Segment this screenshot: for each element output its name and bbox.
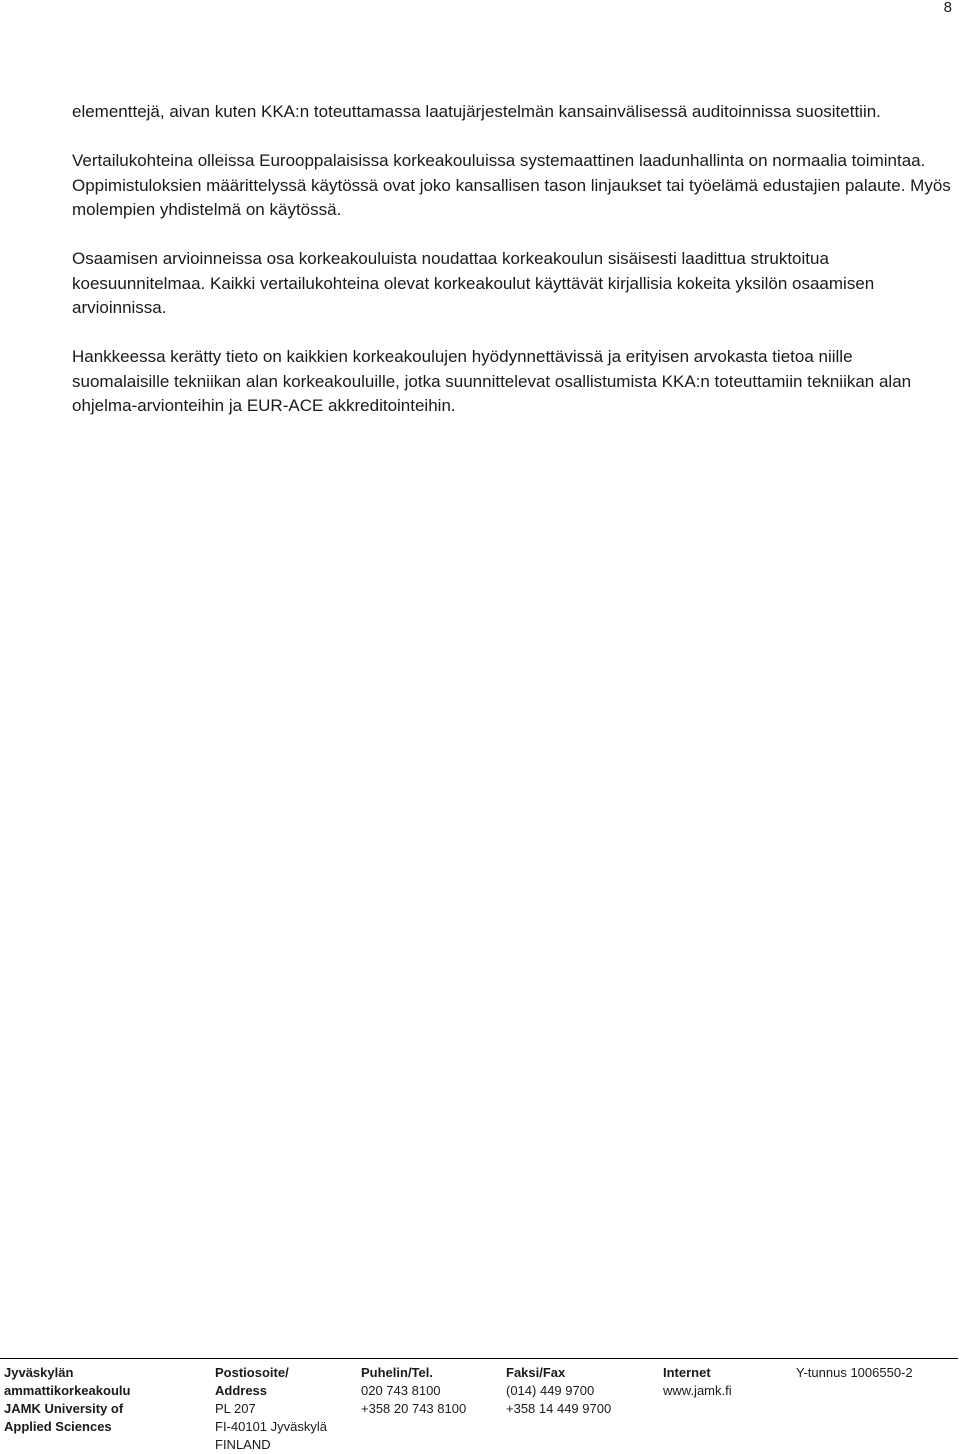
internet-heading: Internet [663, 1365, 711, 1380]
footer-postal-address [215, 1364, 327, 1454]
footer-divider [0, 1358, 958, 1359]
phone-number: +358 20 743 8100 [361, 1401, 467, 1416]
footer-institution [4, 1364, 130, 1436]
paragraph: Hankkeessa kerätty tieto on kaikkien korkeakoulujen hyödynnettävissä ja erityisen arvokasta tietoa niille suomalaisille tekniikan alan korkeakouluille, jotka suunnittelevat osallistumista KKA:n toteuttamiin tekniikan alan ohjelma-arvionteihin ja EUR-ACE akkreditointeihin. [72, 347, 912, 415]
postal-line: PL 207 [215, 1401, 256, 1416]
paragraph: Vertailukohteina olleissa Eurooppalaisissa korkeakouluissa systemaattinen laadunhallinta on normaalia toimintaa. Oppimistuloksien määrittelyssä käytössä ovat joko kansallisen tason linjaukset tai työelämä edustajien palaute. Myös molempien yhdistelmä on käytössä. [72, 151, 951, 219]
postal-heading: Address [215, 1383, 268, 1398]
phone-heading: Puhelin/Tel. [361, 1365, 433, 1380]
footer-business-id [796, 1364, 913, 1382]
institution-line: JAMK University of [4, 1401, 124, 1416]
postal-heading: Postiosoite/ [215, 1365, 289, 1380]
institution-line: ammattikorkeakoulu [4, 1383, 131, 1398]
document-body [72, 100, 952, 443]
postal-line: FINLAND [215, 1437, 271, 1452]
fax-heading: Faksi/Fax [506, 1365, 566, 1380]
page-number: 8 [943, 0, 952, 16]
business-id: Y-tunnus 1006550-2 [796, 1365, 913, 1380]
paragraph: elementtejä, aivan kuten KKA:n toteuttamassa laatujärjestelmän kansainvälisessä auditoinnissa suositettiin. [72, 102, 881, 121]
footer-fax [506, 1364, 611, 1418]
paragraph: Osaamisen arvioinneissa osa korkeakouluista noudattaa korkeakoulun sisäisesti laadittua struktoitua koesuunnitelmaa. Kaikki vertailukohteina olevat korkeakoulut käyttävät kirjallisia kokeita yksilön osaamisen arvioinnissa. [72, 249, 875, 317]
institution-line: Jyväskylän [4, 1365, 74, 1380]
fax-number: (014) 449 9700 [506, 1383, 595, 1398]
website-link[interactable]: www.jamk.fi [663, 1383, 732, 1398]
institution-line: Applied Sciences [4, 1419, 112, 1434]
page-footer [0, 1358, 960, 1453]
fax-number: +358 14 449 9700 [506, 1401, 612, 1416]
footer-phone [361, 1364, 466, 1418]
footer-internet [663, 1364, 732, 1400]
phone-number: 020 743 8100 [361, 1383, 441, 1398]
postal-line: FI-40101 Jyväskylä [215, 1419, 327, 1434]
